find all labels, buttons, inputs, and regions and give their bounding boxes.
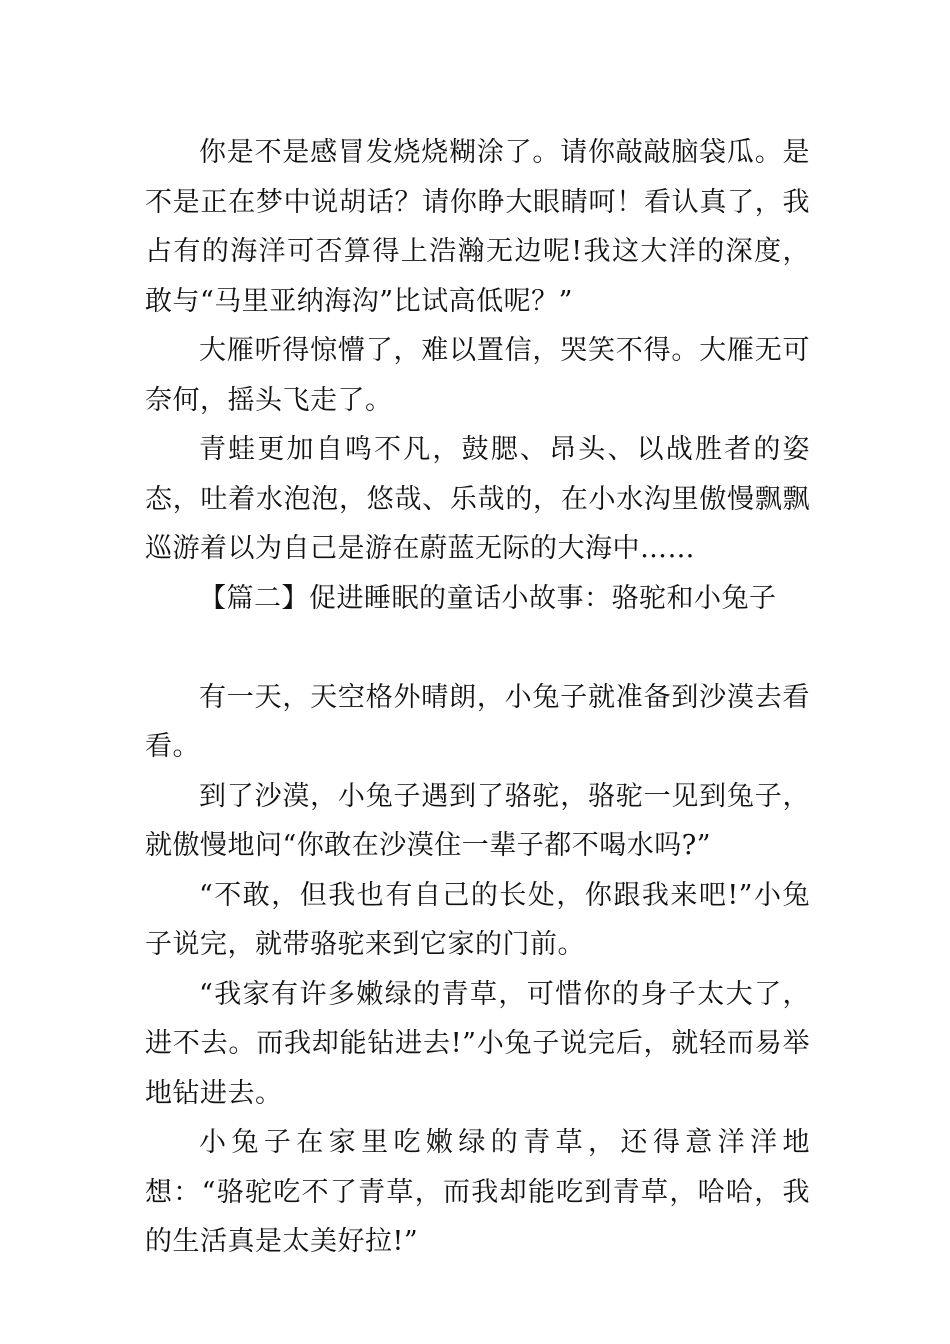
section-heading: 【篇二】促进睡眠的童话小故事：骆驼和小兔子 bbox=[199, 582, 777, 614]
paragraph-rabbit-reply: “不敢，但我也有自己的长处，你跟我来吧!”小兔子说完，就带骆驼来到它家的门前。 bbox=[145, 879, 810, 960]
paragraph-rabbit-home: “我家有许多嫩绿的青草，可惜你的身子太大了，进不去。而我却能钻进去!”小兔子说完后，就轻而易举地钻进去。 bbox=[145, 978, 810, 1109]
paragraph-sunny-day: 有一天，天空格外晴朗，小兔子就准备到沙漠去看看。 bbox=[145, 681, 810, 762]
document-body bbox=[145, 128, 810, 1267]
paragraph-frog-swims: 青蛙更加自鸣不凡，鼓腮、昂头、以战胜者的姿态，吐着水泡泡，悠哉、乐哉的，在小水沟里傲慢飘飘巡游着以为自己是游在蔚蓝无际的大海中…… bbox=[145, 434, 810, 564]
section-spacer bbox=[145, 623, 810, 673]
paragraph-rabbit-eats: 小兔子在家里吃嫩绿的青草，还得意洋洋地想：“骆驼吃不了青草，而我却能吃到青草，哈哈，我的生活真是太美好拉!” bbox=[145, 1127, 810, 1257]
paragraph-dialogue: 你是不是感冒发烧烧糊涂了。请你敲敲脑袋瓜。是不是正在梦中说胡话？请你睁大眼睛呵！看认真了，我占有的海洋可否算得上浩瀚无边呢!我这大洋的深度，敢与“马里亚纳海沟”比试高低呢？” bbox=[145, 137, 810, 317]
paragraph-goose-leaves: 大雁听得惊懵了，难以置信，哭笑不得。大雁无可奈何，摇头飞走了。 bbox=[145, 335, 810, 416]
paragraph-meets-camel: 到了沙漠，小兔子遇到了骆驼，骆驼一见到兔子，就傲慢地问“你敢在沙漠住一辈子都不喝水吗?” bbox=[145, 780, 810, 861]
